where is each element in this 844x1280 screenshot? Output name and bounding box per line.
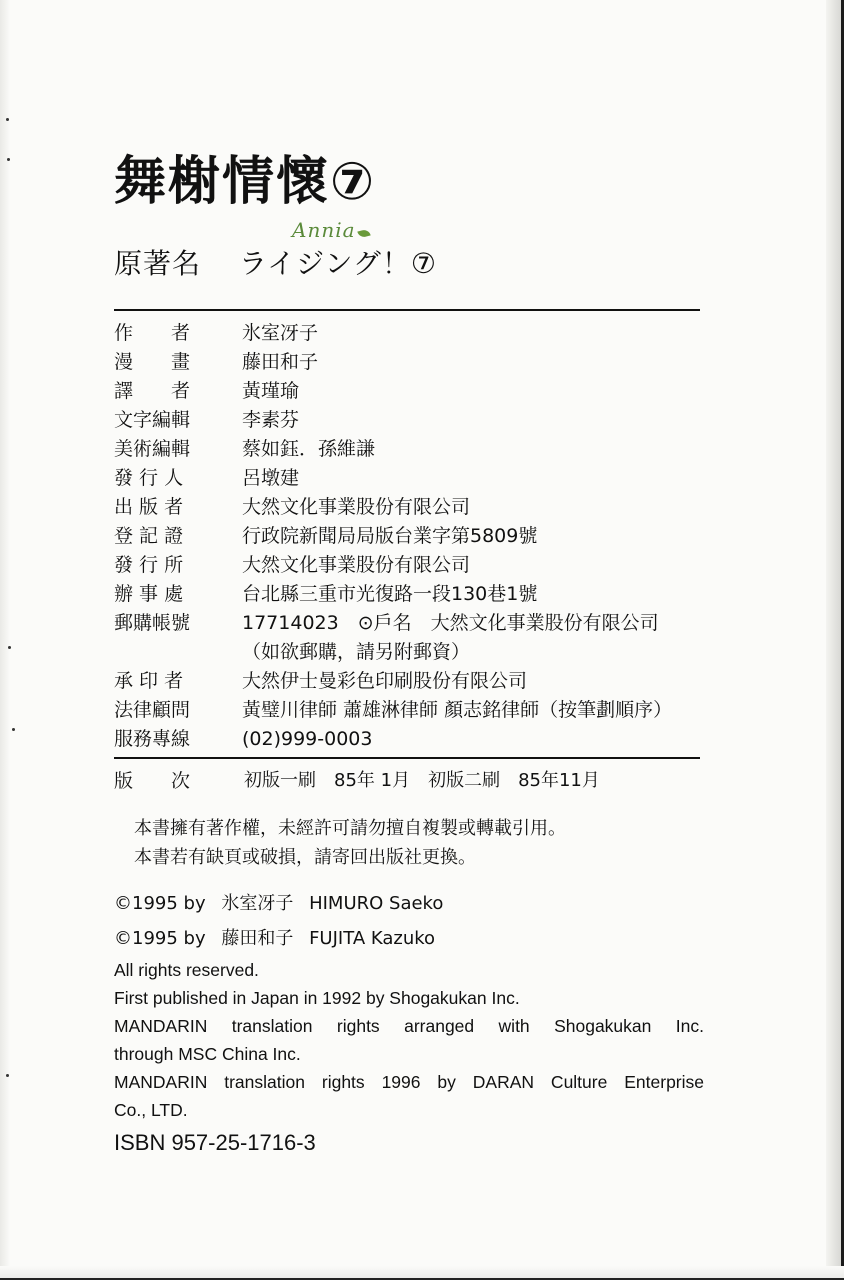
note-line: 本書擁有著作權，未經許可請勿擅自複製或轉載引用。 (134, 818, 566, 839)
credit-key: 登 記 證 (114, 525, 184, 547)
credit-value: 大然文化事業股份有限公司 (242, 496, 471, 518)
credit-key: 作 者 (114, 322, 191, 344)
credit-row (114, 406, 714, 435)
credit-key: 郵購帳號 (114, 612, 191, 634)
scan-speck (6, 1074, 9, 1077)
scan-speck (12, 728, 15, 731)
left-page-edge (0, 0, 10, 1280)
scanlator-logo (292, 218, 370, 242)
credit-key: 服務專線 (114, 728, 191, 750)
credit-row (114, 580, 714, 609)
credit-row (114, 696, 714, 725)
credit-row (114, 551, 714, 580)
credit-row (114, 464, 714, 493)
credit-key: 出 版 者 (114, 496, 184, 518)
credit-row (114, 667, 714, 696)
credit-value: 黃璧川律師 蕭雄淋律師 顏志銘律師（按筆劃順序） (242, 699, 673, 721)
edition-item: 85年 1月 (334, 770, 411, 791)
english-line: through MSC China Inc. (114, 1044, 301, 1064)
credit-value: 黃瑾瑜 (242, 380, 300, 402)
credit-row (114, 725, 714, 754)
credit-value: 大然文化事業股份有限公司 (242, 554, 471, 576)
english-line: All rights reserved. (114, 960, 259, 980)
credit-value: (02)999-0003 (242, 728, 373, 750)
isbn: ISBN 957-25-1716-3 (114, 1130, 316, 1155)
copyright-block (114, 886, 453, 956)
logo-text: Annia (292, 218, 356, 242)
edition-item: 初版一刷 (244, 770, 316, 791)
credit-value (242, 609, 714, 667)
divider-top (114, 309, 700, 311)
scan-speck (8, 646, 11, 649)
credit-key: 譯 者 (114, 380, 191, 402)
credit-key: 承 印 者 (114, 670, 184, 692)
credit-row (114, 609, 714, 667)
copyright-symbol: ©1995 by (114, 928, 206, 949)
credit-key: 文字編輯 (114, 409, 191, 431)
edition-row (114, 766, 618, 796)
credit-value: 行政院新聞局局版台業字第5809號 (242, 525, 538, 547)
copyright-notes (134, 814, 566, 872)
copyright-row (114, 886, 453, 921)
right-page-edge (826, 0, 844, 1280)
copyright-name-en: FUJITA Kazuko (309, 928, 436, 949)
credit-row (114, 493, 714, 522)
postal-account: 17714023 ⊙戶名 大然文化事業股份有限公司 (242, 612, 659, 634)
scan-speck (7, 158, 10, 161)
bottom-page-edge (0, 1266, 844, 1280)
scan-speck (6, 118, 9, 121)
credit-row (114, 319, 714, 348)
credit-row (114, 522, 714, 551)
edition-item: 85年11月 (518, 770, 600, 791)
english-rights (114, 956, 704, 1124)
credit-key: 美術編輯 (114, 438, 191, 460)
credit-row (114, 348, 714, 377)
credit-row (114, 435, 714, 464)
leaf-icon (357, 229, 370, 239)
credit-value: 大然伊士曼彩色印刷股份有限公司 (242, 670, 528, 692)
original-title (114, 244, 437, 284)
english-line: Co., LTD. (114, 1100, 188, 1120)
credit-value: 蔡如鈺．孫維謙 (242, 438, 376, 460)
original-title-value: ライジング！⑦ (239, 247, 438, 280)
copyright-name-en: HIMURO Saeko (309, 893, 444, 914)
copyright-symbol: ©1995 by (114, 893, 206, 914)
credit-key: 法律顧問 (114, 699, 191, 721)
edition-key: 版 次 (114, 770, 191, 792)
credit-value: 台北縣三重市光復路一段130巷1號 (242, 583, 538, 605)
credit-value: 呂墩建 (242, 467, 300, 489)
credit-key: 發 行 人 (114, 467, 184, 489)
original-title-label: 原著名 (114, 247, 202, 280)
divider-middle (114, 757, 700, 759)
credit-row (114, 377, 714, 406)
book-title: 舞榭情懷⑦ (114, 152, 377, 212)
english-line: MANDARIN translation rights arranged with Shogakukan Inc. (114, 1016, 704, 1036)
copyright-name-jp: 氷室冴子 (221, 893, 294, 914)
english-line: First published in Japan in 1992 by Shogakukan Inc. (114, 988, 520, 1008)
credit-value: 氷室冴子 (242, 322, 319, 344)
credit-value: 李素芬 (242, 409, 300, 431)
edition-item: 初版二刷 (428, 770, 501, 791)
postal-note: （如欲郵購，請另附郵資） (242, 641, 471, 663)
credit-key: 漫 畫 (114, 351, 191, 373)
note-line: 本書若有缺頁或破損，請寄回出版社更換。 (134, 847, 476, 868)
copyright-row (114, 921, 453, 956)
english-line: MANDARIN translation rights 1996 by DARAN Culture Enterprise (114, 1072, 704, 1092)
credit-value: 藤田和子 (242, 351, 319, 373)
credits-list (114, 319, 714, 754)
credit-key: 辦 事 處 (114, 583, 184, 605)
copyright-name-jp: 藤田和子 (221, 928, 294, 949)
credit-key: 發 行 所 (114, 554, 184, 576)
